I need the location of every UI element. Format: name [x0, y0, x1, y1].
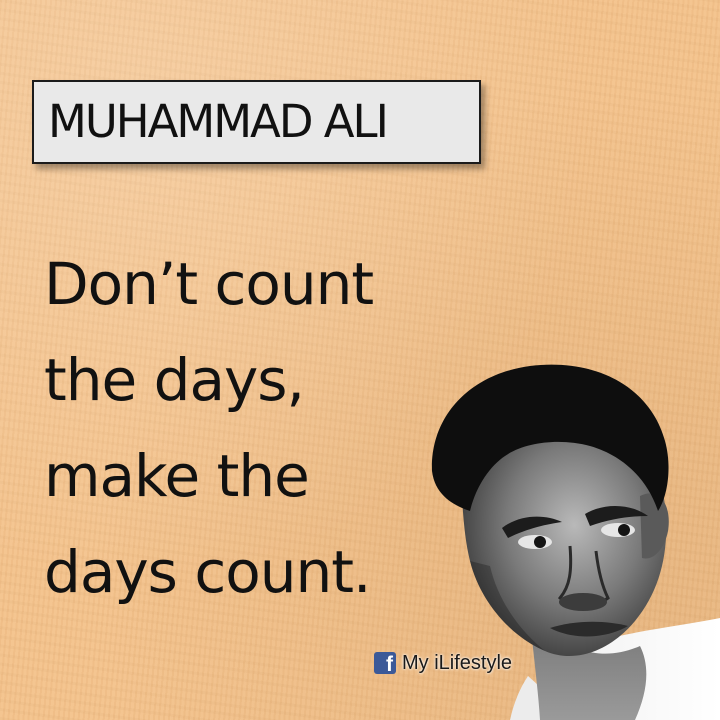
quote-line: days count.: [44, 538, 371, 606]
facebook-icon: f: [374, 652, 396, 674]
quote-line: Don’t count: [44, 250, 374, 318]
quote-text: [44, 236, 464, 620]
person-name: MUHAMMAD ALI: [48, 95, 387, 148]
credit-watermark: [374, 650, 512, 676]
credit-text: My iLifestyle: [402, 651, 513, 674]
quote-line: make the: [44, 442, 309, 510]
quote-line: the days,: [44, 346, 304, 414]
right-pupil: [618, 524, 630, 536]
left-pupil: [534, 536, 546, 548]
nose-base: [559, 593, 607, 611]
name-label-box: [32, 80, 481, 164]
